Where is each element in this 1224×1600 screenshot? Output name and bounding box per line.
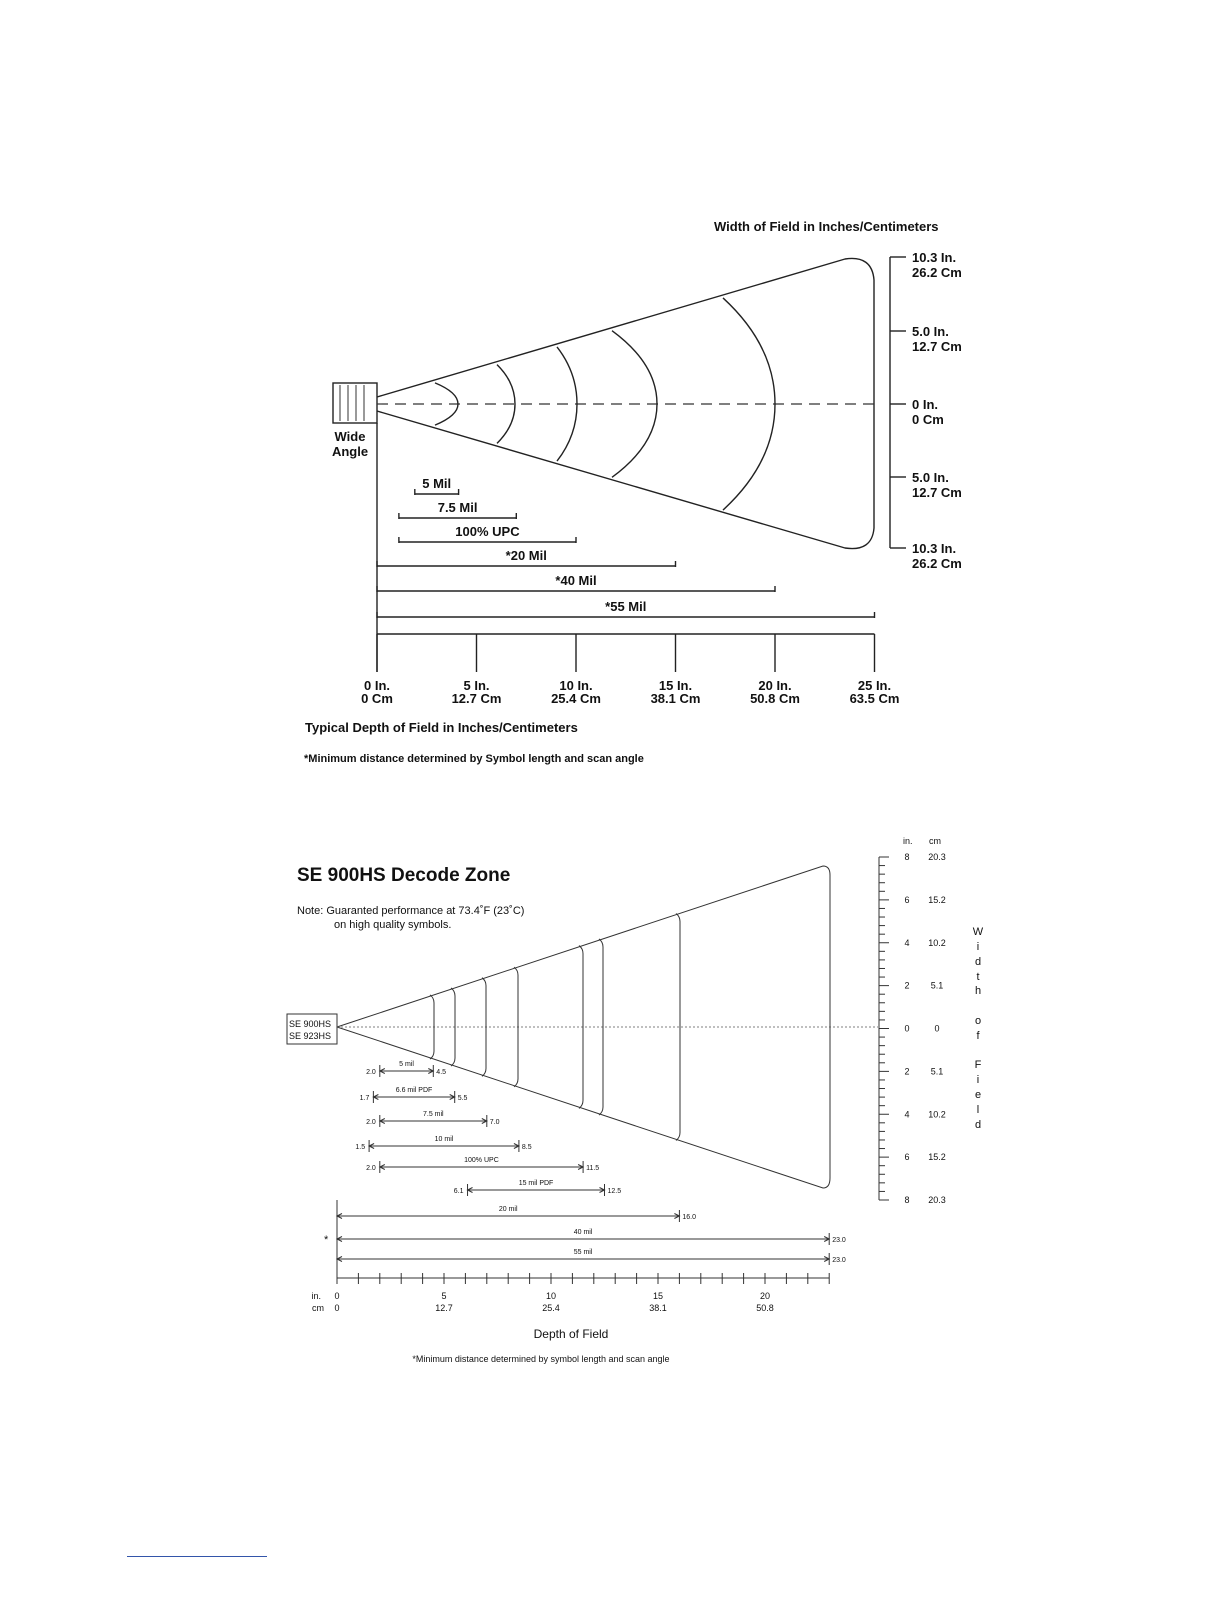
width-scale-label: 12.7 Cm: [912, 485, 962, 500]
width-scale-inch-label: 2: [904, 980, 910, 991]
range-start-value: 6.1: [453, 1188, 464, 1195]
depth-tick-label: 0 Cm: [361, 691, 393, 706]
width-scale-inch-label: 2: [904, 1066, 910, 1077]
width-scale-cm-label: 15.2: [928, 1152, 946, 1163]
range-end-value: 16.0: [682, 1214, 697, 1221]
depth-tick-inch-label: 20: [759, 1291, 771, 1301]
range-label: 15 mil PDF: [518, 1180, 554, 1187]
depth-unit-cm: cm: [312, 1303, 324, 1313]
decode-zone-arc: [723, 298, 775, 510]
range-label: 5 Mil: [422, 476, 452, 491]
width-scale-cm-label: 15.2: [928, 894, 946, 905]
asterisk-marker: *: [324, 1234, 329, 1246]
width-scale-label: 26.2 Cm: [912, 265, 962, 280]
width-axis-letter: o: [974, 1015, 982, 1027]
width-of-field-title: Width of Field in Inches/Centimeters: [714, 219, 939, 234]
range-end-value: 11.5: [586, 1165, 600, 1172]
width-scale-inch-label: 4: [904, 1109, 910, 1120]
device-label: SE 900HS: [289, 1019, 332, 1029]
range-label: 20 mil: [498, 1206, 518, 1213]
range-label: *40 Mil: [555, 573, 597, 588]
device-label: SE 923HS: [289, 1031, 332, 1041]
range-label: 7.5 Mil: [437, 500, 478, 515]
width-scale-label: 12.7 Cm: [912, 339, 962, 354]
range-start-value: 2.0: [366, 1119, 376, 1126]
range-end-value: 23.0: [832, 1257, 846, 1264]
width-axis-letter: l: [976, 1104, 980, 1116]
depth-tick-label: 5 In.: [463, 678, 490, 693]
width-axis-letter: d: [974, 956, 982, 968]
range-start-value: 1.7: [359, 1095, 370, 1102]
width-axis-letter: F: [974, 1059, 982, 1071]
depth-tick-label: 50.8 Cm: [750, 691, 800, 706]
footnote: *Minimum distance determined by Symbol length and scan angle: [304, 753, 644, 765]
se900hs-decode-zone-diagram: [0, 800, 1224, 1600]
width-scale-label: 10.3 In.: [912, 250, 957, 265]
width-scale-inch-label: 8: [904, 1195, 910, 1205]
width-scale-inch-label: 4: [904, 937, 910, 948]
depth-of-field-title: Depth of Field: [533, 1327, 609, 1341]
width-scale-cm-label: 5.1: [930, 1066, 944, 1077]
width-scale-inch-label: 0: [904, 1023, 910, 1034]
range-start-value: 1.5: [355, 1144, 366, 1151]
range-label: *20 Mil: [505, 548, 547, 563]
width-scale-label: 5.0 In.: [912, 470, 949, 485]
range-label: 5 mil: [399, 1061, 414, 1068]
depth-tick-cm-label: 12.7: [435, 1303, 453, 1313]
range-end-value: 12.5: [607, 1188, 622, 1195]
width-axis-letter: W: [972, 926, 984, 938]
range-label: 100% UPC: [464, 1157, 499, 1164]
width-axis-letter: i: [976, 1074, 980, 1086]
depth-tick-label: 38.1 Cm: [650, 691, 701, 706]
depth-tick-label: 12.7 Cm: [451, 691, 502, 706]
footnote: *Minimum distance determined by symbol length and scan angle: [412, 1354, 670, 1364]
width-scale-cm-label: 0: [934, 1023, 940, 1034]
width-scale-cm-label: 20.3: [928, 1195, 946, 1205]
depth-tick-cm-label: 38.1: [649, 1303, 667, 1313]
range-label: 6.6 mil PDF: [395, 1087, 433, 1094]
range-label: *55 Mil: [605, 599, 647, 614]
width-axis-letter: t: [976, 971, 980, 983]
width-scale-cm-label: 5.1: [930, 980, 944, 991]
range-start-value: 2.0: [366, 1069, 376, 1076]
footer-rule: [127, 1556, 267, 1557]
depth-tick-label: 20 In.: [758, 678, 792, 693]
depth-tick-label: 63.5 Cm: [849, 691, 900, 706]
note-text: on high quality symbols.: [334, 919, 452, 931]
depth-tick-cm-label: 50.8: [756, 1303, 774, 1313]
width-scale-inch-label: 6: [904, 894, 910, 905]
range-end-value: 4.5: [436, 1069, 447, 1076]
width-axis-letter: h: [974, 985, 982, 997]
depth-tick-inch-label: 0: [334, 1291, 340, 1301]
depth-tick-cm-label: 0: [334, 1303, 340, 1313]
depth-tick-inch-label: 5: [441, 1291, 447, 1301]
width-axis-letter: d: [974, 1119, 982, 1131]
range-label: 10 mil: [434, 1136, 454, 1143]
range-end-value: 23.0: [832, 1237, 846, 1244]
width-scale-unit-in: in.: [903, 836, 913, 846]
width-scale-label: 0 Cm: [912, 412, 944, 427]
width-scale-cm-label: 10.2: [928, 937, 946, 948]
note-text: Note: Guaranted performance at 73.4˚F (23˚C): [297, 905, 525, 917]
depth-tick-label: 15 In.: [658, 678, 693, 693]
range-label: 55 mil: [573, 1249, 593, 1256]
depth-unit-in: in.: [311, 1291, 321, 1301]
range-label: 100% UPC: [455, 524, 520, 539]
range-end-value: 5.5: [457, 1095, 468, 1102]
width-axis-letter: e: [974, 1089, 982, 1101]
width-scale-cm-label: 10.2: [928, 1109, 946, 1120]
range-start-value: 2.0: [366, 1165, 376, 1172]
depth-tick-cm-label: 25.4: [542, 1303, 560, 1313]
range-label: 40 mil: [573, 1229, 593, 1236]
width-scale-unit-cm: cm: [929, 836, 941, 846]
width-scale-cm-label: 20.3: [928, 852, 946, 862]
device-label: Angle: [331, 444, 369, 459]
width-axis-letter: i: [976, 941, 980, 953]
depth-tick-label: 25.4 Cm: [551, 691, 601, 706]
width-scale-label: 5.0 In.: [912, 324, 949, 339]
device-label: Wide: [334, 429, 366, 444]
decode-zone-title: SE 900HS Decode Zone: [297, 865, 511, 886]
depth-tick-inch-label: 10: [545, 1291, 557, 1301]
width-scale-label: 0 In.: [912, 397, 939, 412]
width-scale-label: 10.3 In.: [912, 541, 957, 556]
depth-of-field-title: Typical Depth of Field in Inches/Centimeters: [305, 720, 578, 735]
depth-tick-label: 10 In.: [559, 678, 593, 693]
range-end-value: 7.0: [489, 1119, 500, 1126]
width-scale-inch-label: 8: [904, 852, 910, 862]
width-axis-letter: f: [976, 1030, 980, 1042]
width-scale-label: 26.2 Cm: [912, 556, 962, 571]
depth-tick-label: 25 In.: [857, 678, 892, 693]
width-scale-inch-label: 6: [904, 1152, 910, 1163]
range-end-value: 8.5: [521, 1144, 532, 1151]
range-label: 7.5 mil: [422, 1111, 444, 1118]
depth-tick-label: 0 In.: [363, 678, 391, 693]
depth-tick-inch-label: 15: [652, 1291, 664, 1301]
